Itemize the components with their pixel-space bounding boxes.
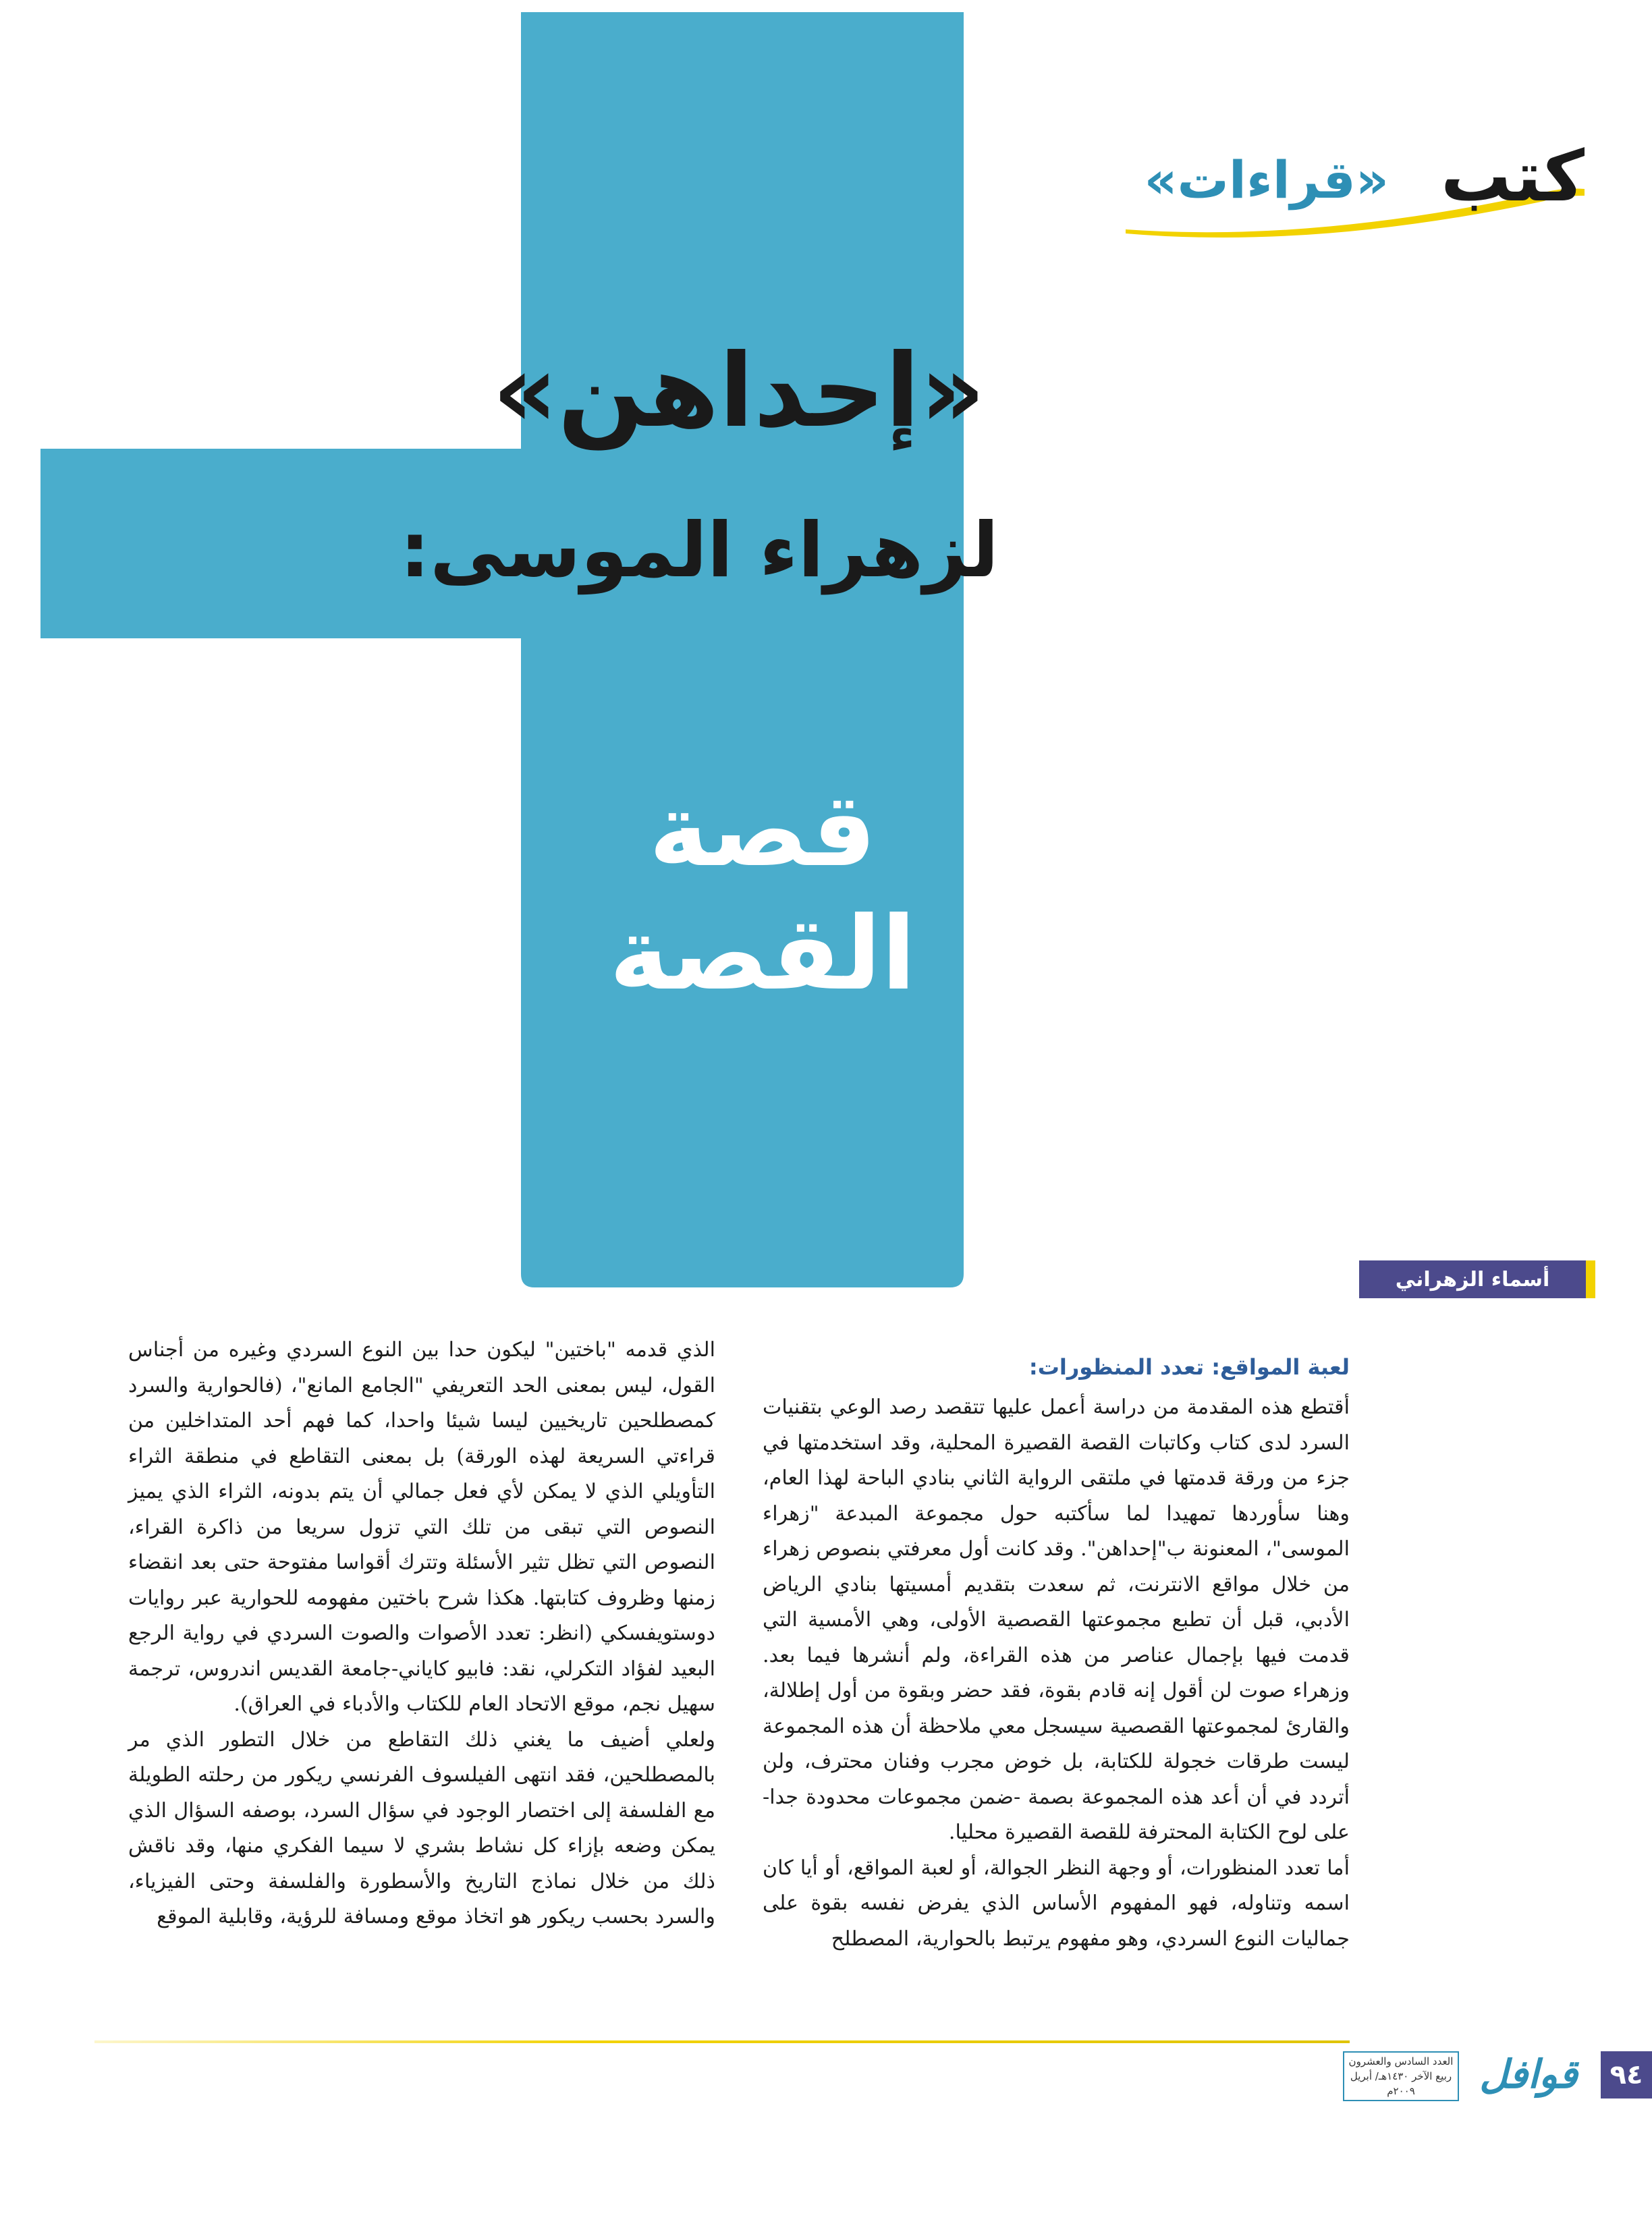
section-subtitle: «قراءات»	[1144, 150, 1389, 210]
article-subtitle	[526, 769, 999, 1016]
magazine-logo: قوافل	[1479, 2051, 1578, 2097]
issue-date: ربيع الآخر ١٤٣٠هـ/ أبريل ٢٠٠٩م	[1350, 2070, 1452, 2097]
subtitle-line-1: قصة	[649, 772, 877, 889]
article-column-left	[128, 1333, 715, 1935]
page-number: ٩٤	[1601, 2051, 1652, 2098]
article-title: «إحداهن»	[492, 333, 985, 450]
issue-info	[1343, 2051, 1459, 2101]
section-header	[1112, 128, 1585, 243]
author-badge-accent	[1586, 1260, 1595, 1298]
article-byline-title: لزهراء الموسى:	[400, 507, 999, 594]
issue-number: العدد السادس والعشرون	[1348, 2055, 1454, 2067]
section-title: كتب	[1440, 135, 1585, 217]
paragraph: الذي قدمه "باختين" ليكون حدا بين النوع السردي وغيره من أجناس القول، ليس بمعنى الحد التعريفي "الجامع المانع"، (فالحوارية والسرد كمصطلحين تاريخيين ليسا شيئا واحدا، كما فهم أحد المتداخلين من قراءتي السريعة لهذه الورقة) بل بمعنى التقاطع في منطقة الثراء التأويلي الذي لا يمكن لأي فعل جمالي أن يتم بدونه، الثراء الذي يميز النصوص التي تبقى من تلك التي تزول سريعا من ذاكرة القراء، النصوص التي تظل تثير الأسئلة وتترك أقواسا مفتوحة حتى بعد انقضاء زمنها وظروف كتابتها. هكذا شرح باختين مفهومه للحوارية عبر روايات دوستويفسكي (انظر: تعدد الأصوات والصوت السردي في رواية الرجع البعيد لفؤاد التكرلي، نقد: فابيو كاياني-جامعة القديس اندروس، ترجمة سهيل نجم، موقع الاتحاد العام للكتاب والأدباء في العراق).	[128, 1338, 715, 1716]
article-column-right	[763, 1350, 1350, 1957]
paragraph: ولعلي أضيف ما يغني ذلك التقاطع من خلال التطور الذي مر بالمصطلحين، فقد انتهى الفيلسوف الفرنسي ريكور من رحلته الطويلة مع الفلسفة إلى اختصار الوجود في سؤال السرد، بوصفه السؤال الذي يمكن وضعه بإزاء كل نشاط بشري لا سيما الفكري منها، وقد ناقش ذلك من خلال نماذج التاريخ والأسطورة والفلسفة وحتى الفيزياء، والسرد بحسب ريكور هو اتخاذ موقع ومسافة للرؤية، وقابلية الموقع	[128, 1727, 715, 1928]
subtitle-line-2: القصة	[609, 895, 916, 1013]
author-badge: أسماء الزهراني	[1359, 1260, 1586, 1298]
section-subheading: لعبة المواقع: تعدد المنظورات:	[1028, 1354, 1350, 1380]
paragraph: أقتطع هذه المقدمة من دراسة أعمل عليها تتقصد رصد الوعي بتقنيات السرد لدى كتاب وكاتبات القصة القصيرة المحلية، وقد استخدمتها في جزء من ورقة قدمتها في ملتقى الرواية الثاني بنادي الباحة لهذا العام، وهنا سأوردها تمهيدا لما سأكتبه حول مجموعة المبدعة "زهراء الموسى"، المعنونة ب"إحداهن". وقد كانت أول معرفتي بنصوص زهراء من خلال مواقع الانترنت، ثم سعدت بتقديم أمسيتها بنادي الرياض الأدبي، قبل أن تطبع مجموعتها القصصية الأولى، وهي الأمسية التي قدمت فيها بإجمال عناصر من هذه القراءة، ولم أنشرها فيما بعد. وزهراء صوت لن أقول إنه قادم بقوة، فقد حضر وبقوة من أول إطلالة، والقارئ لمجموعتها القصصية سيسجل معي ملاحظة أن هذه المجموعة ليست طرقات خجولة للكتابة، بل خوض مجرب وفنان محترف، ولن أتردد في أن أعد هذه المجموعة بصمة -ضمن مجموعات محدودة جدا- على لوح الكتابة المحترفة للقصة القصيرة محليا.	[763, 1395, 1350, 1844]
footer-rule	[94, 2040, 1350, 2043]
paragraph: أما تعدد المنظورات، أو وجهة النظر الجوالة، أو لعبة المواقع، أو أيا كان اسمه وتناوله، فهو المفهوم الأساس الذي يفرض نفسه بقوة على جماليات النوع السردي، وهو مفهوم يرتبط بالحوارية، المصطلح	[763, 1856, 1350, 1951]
